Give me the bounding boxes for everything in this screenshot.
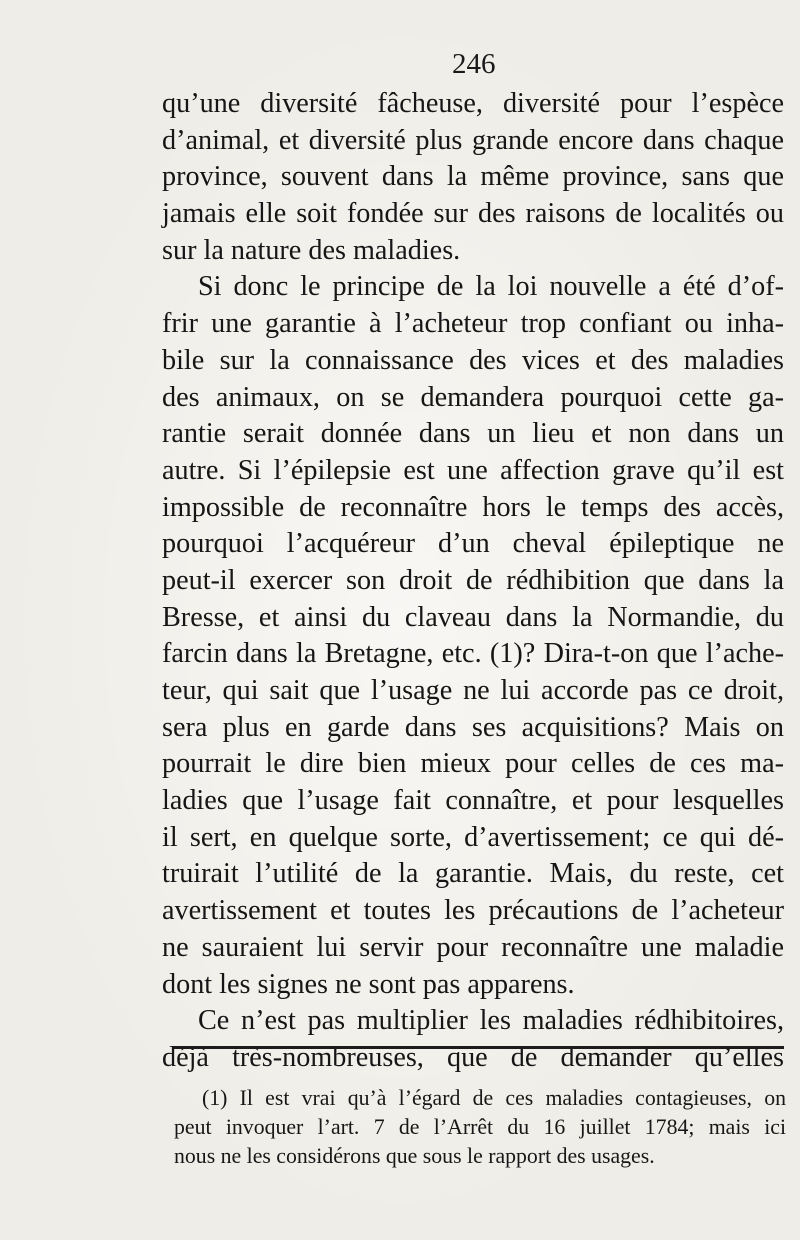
text-line: avertissement et toutes les précautions de l’acheteur: [162, 895, 784, 927]
text-line: sur la nature des maladies.: [162, 234, 461, 266]
text-line: déjà très-nombreuses, que de demander qu’elles: [162, 1041, 784, 1073]
text-line: bile sur la connaissance des vices et des maladies: [162, 344, 784, 376]
text-line: province, souvent dans la même province, sans que: [162, 161, 784, 193]
footnote-line: (1) Il est vrai qu’à l’égard de ces maladies contagieuses, on: [202, 1086, 786, 1110]
footnote-line: peut invoquer l’art. 7 de l’Arrêt du 16 juillet 1784; mais ici: [174, 1115, 786, 1139]
text-line: dont les signes ne sont pas apparens.: [162, 968, 575, 1000]
footnote: [174, 1084, 786, 1171]
text-line: rantie serait donnée dans un lieu et non dans un: [162, 418, 784, 450]
text-line: qu’une diversité fâcheuse, diversité pour l’espèce: [162, 88, 784, 119]
text-line: teur, qui sait que l’usage ne lui accorde pas ce droit,: [162, 675, 784, 706]
text-line: des animaux, on se demandera pourquoi cette ga-: [162, 381, 784, 413]
footnote-separator-rule: [174, 1046, 784, 1049]
text-line: Si donc le principe de la loi nouvelle a été d’of-: [198, 271, 784, 303]
text-line: farcin dans la Bretagne, etc. (1)? Dira-t-on que l’ache-: [162, 638, 784, 670]
text-line: il sert, en quelque sorte, d’avertissement; ce qui dé-: [162, 821, 784, 853]
text-line: Bresse, et ainsi du claveau dans la Normandie, du: [162, 601, 784, 633]
text-line: d’animal, et diversité plus grande encore dans chaque: [162, 124, 784, 156]
text-line: pourrait le dire bien mieux pour celles de ces ma-: [162, 748, 784, 780]
footnote-line: nous ne les considérons que sous le rapport des usages.: [174, 1144, 655, 1168]
text-line: autre. Si l’épilepsie est une affection grave qu’il est: [162, 454, 784, 486]
text-line: Ce n’est pas multiplier les maladies rédhibitoires,: [198, 1005, 784, 1037]
text-line: ne sauraient lui servir pour reconnaître une maladie: [162, 931, 784, 963]
text-line: sera plus en garde dans ses acquisitions? Mais on: [162, 711, 784, 743]
text-line: ladies que l’usage fait connaître, et pour lesquelles: [162, 785, 784, 817]
text-line: truirait l’utilité de la garantie. Mais, du reste, cet: [162, 858, 784, 890]
body-text: [162, 86, 784, 1077]
text-line: impossible de reconnaître hors le temps des accès,: [162, 491, 784, 523]
text-line: frir une garantie à l’acheteur trop confiant ou inha-: [162, 308, 784, 340]
text-line: peut-il exercer son droit de rédhibition que dans la: [162, 564, 784, 596]
text-line: jamais elle soit fondée sur des raisons de localités ou: [162, 198, 784, 230]
text-line: pourquoi l’acquéreur d’un cheval épileptique ne: [162, 528, 784, 560]
page-number: 246: [452, 48, 496, 80]
